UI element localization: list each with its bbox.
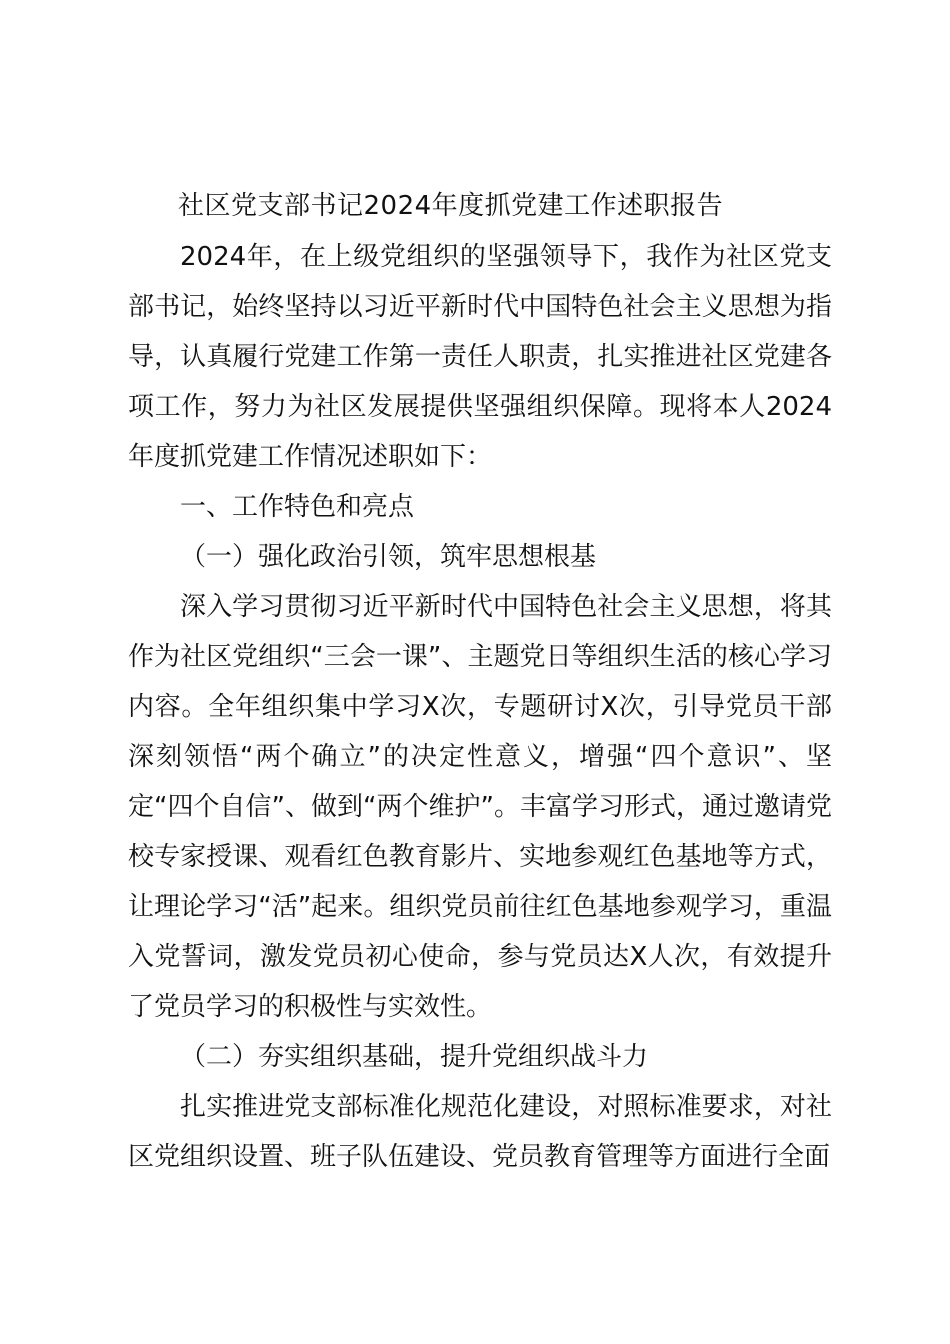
intro-paragraph: 2024年，在上级党组织的坚强领导下，我作为社区党支部书记，始终坚持以习近平新时代中国特色社会主义思想为指导，认真履行党建工作第一责任人职责，扎实推进社区党建各项工作，努力为社区发展提供坚强组织保障。现将本人2024年度抓党建工作情况述职如下：	[128, 242, 832, 472]
body-paragraph-1: 深入学习贯彻习近平新时代中国特色社会主义思想，将其作为社区党组织“三会一课”、主题党日等组织生活的核心学习内容。全年组织集中学习X次，专题研讨X次，引导党员干部深刻领悟“两个确立”的决定性意义，增强“四个意识”、坚定“四个自信”、做到“两个维护”。丰富学习形式，通过邀请党校专家授课、观看红色教育影片、实地参观红色基地等方式，让理论学习“活”起来。组织党员前往红色基地参观学习，重温入党誓词，激发党员初心使命，参与党员达X人次，有效提升了党员学习的积极性与实效性。	[128, 592, 832, 1022]
document-body	[128, 232, 832, 1182]
subsection-heading-1: （一）强化政治引领，筑牢思想根基	[180, 542, 597, 572]
body-paragraph-2: 扎实推进党支部标准化规范化建设，对照标准要求，对社区党组织设置、班子队伍建设、党员教育管理等方面进行全面	[128, 1092, 832, 1172]
document-title: 社区党支部书记2024年度抓党建工作述职报告	[178, 191, 724, 221]
subsection-heading-2: （二）夯实组织基础，提升党组织战斗力	[180, 1042, 649, 1072]
section-heading: 一、工作特色和亮点	[180, 492, 415, 522]
